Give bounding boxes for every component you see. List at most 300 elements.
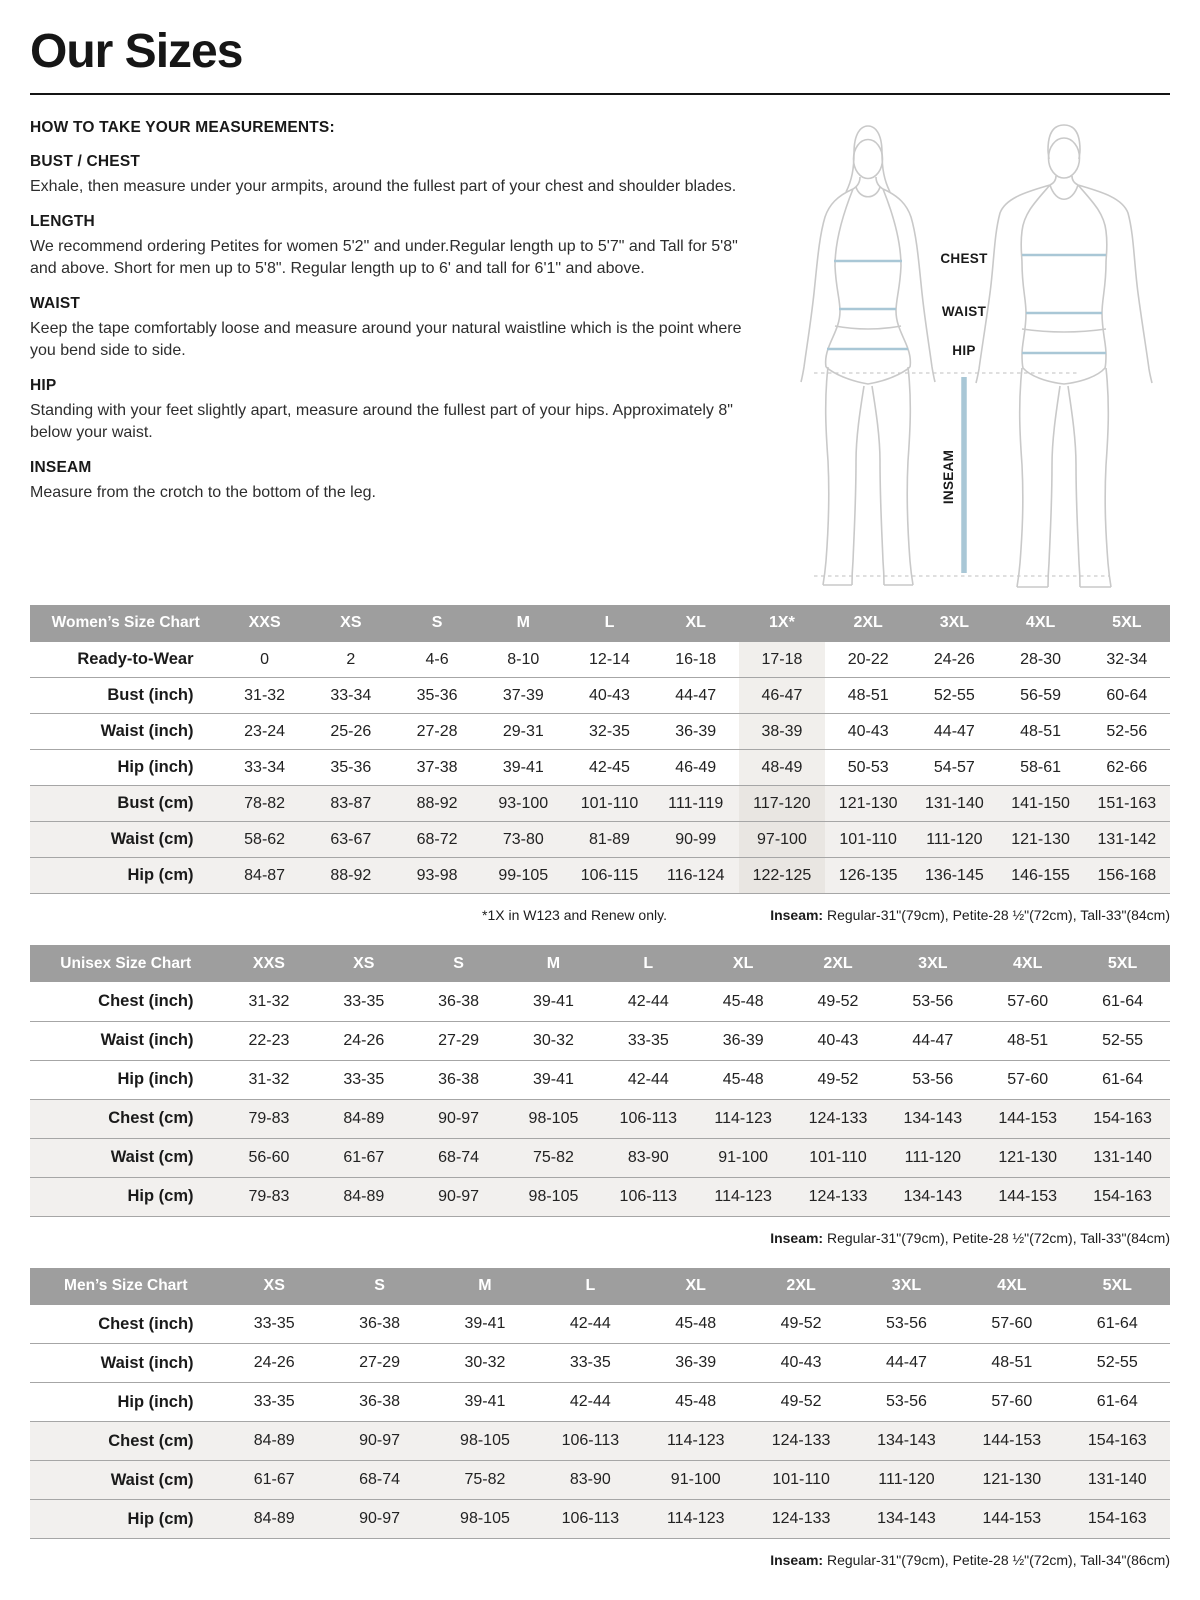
size-cell: 40-43 — [817, 1031, 859, 1049]
women-size-chart-table — [30, 605, 1170, 895]
size-cell: 124-133 — [771, 1510, 831, 1528]
size-cell: 36-39 — [722, 1031, 764, 1049]
size-cell: 99-105 — [498, 866, 549, 884]
size-cell: 35-36 — [330, 758, 372, 776]
size-cell: 75-82 — [533, 1148, 574, 1166]
instruction-section-waist — [30, 295, 755, 362]
size-cell: 42-44 — [569, 1393, 611, 1411]
row-label: Hip (cm) — [127, 866, 194, 885]
size-cell: 46-47 — [739, 678, 825, 714]
size-cell: 124-133 — [808, 1187, 868, 1205]
women-footnotes — [30, 907, 1170, 923]
size-cell: 90-97 — [359, 1432, 401, 1450]
size-cell: 88-92 — [330, 866, 372, 884]
size-cell: 121-130 — [1011, 830, 1070, 848]
column-header: M — [506, 945, 601, 982]
size-cell: 23-24 — [244, 722, 286, 740]
size-cell: 144-153 — [982, 1432, 1042, 1450]
size-cell: 79-83 — [248, 1187, 290, 1205]
diagram-column — [765, 119, 1170, 599]
size-cell: 91-100 — [718, 1148, 769, 1166]
footnote-inseam-label: Inseam: — [770, 907, 824, 924]
column-header: 4XL — [959, 1268, 1064, 1305]
column-header: M — [480, 605, 566, 642]
men-size-chart-section — [30, 1268, 1170, 1569]
size-cell: 49-52 — [817, 992, 859, 1010]
instruction-title: LENGTH — [30, 212, 95, 230]
size-cell: 36-38 — [438, 992, 480, 1010]
table-row — [30, 1344, 1170, 1383]
size-cell: 68-74 — [359, 1471, 401, 1489]
size-cell: 75-82 — [464, 1471, 506, 1489]
size-cell: 48-51 — [991, 1354, 1033, 1372]
size-cell: 30-32 — [533, 1031, 574, 1049]
instruction-section-inseam — [30, 459, 755, 504]
size-cell: 101-110 — [580, 794, 639, 812]
size-cell: 36-39 — [675, 1354, 717, 1372]
size-cell: 39-41 — [502, 758, 544, 776]
size-cell: 53-56 — [912, 992, 954, 1010]
row-label: Chest (cm) — [108, 1431, 194, 1450]
footnote-inseam-label: Inseam: — [770, 1229, 824, 1246]
size-cell: 52-55 — [933, 686, 975, 704]
column-header: 2XL — [748, 1268, 853, 1305]
instruction-title: INSEAM — [30, 459, 92, 477]
size-cell: 90-97 — [438, 1187, 480, 1205]
size-cell: 61-64 — [1102, 992, 1144, 1010]
unisex-size-chart — [30, 945, 1170, 1217]
size-cell: 25-26 — [330, 722, 372, 740]
size-cell: 136-145 — [925, 866, 984, 884]
column-header: 3XL — [885, 945, 980, 982]
row-label: Chest (inch) — [98, 992, 194, 1011]
size-cell: 49-52 — [780, 1315, 822, 1333]
size-cell: 36-39 — [675, 722, 717, 740]
size-cell: 44-47 — [886, 1354, 927, 1372]
size-cell: 114-123 — [666, 1432, 725, 1450]
row-label: Waist (cm) — [110, 1148, 194, 1167]
size-cell: 144-153 — [982, 1510, 1042, 1528]
size-cell: 106-113 — [619, 1109, 678, 1127]
size-cell: 88-92 — [416, 794, 458, 812]
footnote-inseam-women — [770, 907, 1170, 923]
men-size-chart-table — [30, 1268, 1170, 1540]
size-cell: 45-48 — [675, 1393, 717, 1411]
size-cell: 116-124 — [666, 866, 725, 884]
size-cell: 81-89 — [589, 830, 630, 848]
table-row — [30, 786, 1170, 822]
size-cell: 60-64 — [1106, 686, 1148, 704]
table-row — [30, 1422, 1170, 1461]
size-cell: 27-29 — [359, 1354, 401, 1372]
column-header: 5XL — [1065, 1268, 1170, 1305]
size-cell: 84-87 — [244, 866, 286, 884]
size-cell: 39-41 — [533, 992, 574, 1010]
size-cell: 33-35 — [569, 1354, 611, 1372]
size-cell: 57-60 — [1007, 1070, 1049, 1088]
size-cell: 90-97 — [438, 1109, 480, 1127]
table-row — [30, 1177, 1170, 1216]
row-label: Waist (cm) — [110, 1470, 194, 1489]
size-cell: 46-49 — [675, 758, 717, 776]
size-cell: 114-123 — [714, 1109, 772, 1127]
column-header: 3XL — [911, 605, 997, 642]
column-header: 5XL — [1075, 945, 1170, 982]
size-cell: 91-100 — [670, 1471, 721, 1489]
size-cell: 8-10 — [507, 650, 540, 668]
page-title: Our Sizes — [30, 25, 243, 78]
size-cell: 111-119 — [668, 794, 724, 812]
instruction-body: We recommend ordering Petites for women 5'2" and under.Regular length up to 5'7" and Tall for 5'8" and above. Short for men up to 5'8". Regular length up to 6' and tall for 6'1" and above. — [30, 237, 738, 277]
table-row — [30, 1060, 1170, 1099]
table-row — [30, 1021, 1170, 1060]
size-cell: 121-130 — [838, 794, 898, 812]
men-size-chart — [30, 1268, 1170, 1540]
title-divider — [30, 93, 1170, 95]
column-header: 4XL — [980, 945, 1075, 982]
size-cell: 141-150 — [1011, 794, 1070, 812]
size-cell: 48-51 — [1007, 1031, 1049, 1049]
row-label: Hip (inch) — [117, 1392, 194, 1411]
instruction-body: Exhale, then measure under your armpits, around the fullest part of your chest and shoulder blades. — [30, 177, 737, 195]
size-cell: 61-64 — [1096, 1315, 1138, 1333]
column-header: XXS — [222, 945, 317, 982]
size-cell: 61-64 — [1096, 1393, 1138, 1411]
size-cell: 134-143 — [903, 1187, 963, 1205]
table-row — [30, 642, 1170, 678]
size-cell: 154-163 — [1093, 1109, 1152, 1127]
column-header: XS — [222, 1268, 327, 1305]
size-cell: 50-53 — [847, 758, 889, 776]
size-cell: 45-48 — [722, 992, 764, 1010]
row-label: Waist (cm) — [110, 830, 194, 849]
column-header: XL — [643, 1268, 748, 1305]
table-row — [30, 822, 1170, 858]
column-header: L — [538, 1268, 643, 1305]
size-cell: 98-105 — [528, 1187, 579, 1205]
size-cell: 121-130 — [982, 1471, 1042, 1489]
size-cell: 146-155 — [1011, 866, 1070, 884]
size-cell: 52-55 — [1096, 1354, 1138, 1372]
size-cell: 48-49 — [739, 750, 825, 786]
column-header: XL — [696, 945, 791, 982]
size-cell: 101-110 — [772, 1471, 830, 1489]
column-header: XL — [653, 605, 739, 642]
size-cell: 53-56 — [886, 1393, 927, 1411]
size-cell: 39-41 — [464, 1393, 506, 1411]
footnote-inseam-label: Inseam: — [770, 1552, 824, 1569]
size-cell: 121-130 — [998, 1148, 1058, 1166]
size-cell: 98-105 — [460, 1510, 510, 1528]
size-cell: 98-105 — [528, 1109, 579, 1127]
size-cell: 36-38 — [359, 1315, 401, 1333]
size-cell: 32-35 — [589, 722, 630, 740]
size-cell: 45-48 — [722, 1070, 764, 1088]
female-figure — [801, 126, 935, 585]
size-cell: 83-90 — [627, 1148, 669, 1166]
size-cell: 39-41 — [533, 1070, 574, 1088]
size-cell: 44-47 — [933, 722, 975, 740]
size-cell: 144-153 — [998, 1187, 1058, 1205]
row-label: Waist (inch) — [100, 722, 194, 741]
size-cell: 36-38 — [438, 1070, 480, 1088]
size-cell: 38-39 — [739, 714, 825, 750]
instruction-body: Standing with your feet slightly apart, measure around the fullest part of your hips. Approximately 8" below your waist. — [30, 402, 733, 442]
size-cell: 40-43 — [589, 686, 630, 704]
column-header: XS — [308, 605, 394, 642]
inseam-label: INSEAM — [940, 449, 956, 504]
column-header: S — [394, 605, 480, 642]
size-cell: 57-60 — [991, 1315, 1033, 1333]
instruction-title: HIP — [30, 377, 57, 395]
unisex-size-chart-section — [30, 945, 1170, 1246]
size-cell: 131-140 — [925, 794, 984, 812]
column-header: 1X* — [739, 605, 825, 642]
size-cell: 83-87 — [330, 794, 372, 812]
instruction-section-bust-chest — [30, 153, 755, 198]
column-header: 4XL — [997, 605, 1083, 642]
row-label: Chest (cm) — [108, 1109, 194, 1128]
size-cell: 30-32 — [464, 1354, 506, 1372]
instruction-title: BUST / CHEST — [30, 152, 141, 170]
row-label: Bust (cm) — [117, 794, 194, 813]
size-cell: 84-89 — [343, 1187, 385, 1205]
size-cell: 122-125 — [739, 858, 825, 894]
row-label: Hip (inch) — [117, 1070, 194, 1089]
header-row — [30, 605, 1170, 642]
size-cell: 48-51 — [847, 686, 889, 704]
size-cell: 42-44 — [569, 1315, 611, 1333]
size-cell: 61-67 — [343, 1148, 385, 1166]
row-label: Ready-to-Wear — [77, 650, 194, 669]
size-cell: 134-143 — [903, 1109, 963, 1127]
instruction-title: WAIST — [30, 295, 81, 313]
size-cell: 28-30 — [1020, 650, 1062, 668]
size-cell: 35-36 — [416, 686, 458, 704]
row-label: Chest (inch) — [98, 1314, 194, 1333]
size-cell: 126-135 — [838, 866, 898, 884]
unisex-size-chart-table — [30, 945, 1170, 1217]
size-cell: 93-100 — [498, 794, 549, 812]
header-row — [30, 945, 1170, 982]
row-label: Hip (inch) — [117, 758, 194, 777]
size-cell: 124-133 — [808, 1109, 868, 1127]
footnote-1x: *1X in W123 and Renew only. — [482, 907, 667, 924]
size-cell: 134-143 — [877, 1432, 936, 1450]
size-cell: 84-89 — [343, 1109, 385, 1127]
size-cell: 111-120 — [926, 830, 983, 848]
column-header: 2XL — [825, 605, 911, 642]
size-cell: 106-115 — [580, 866, 639, 884]
size-cell: 49-52 — [817, 1070, 859, 1088]
size-cell: 124-133 — [771, 1432, 831, 1450]
column-header: S — [327, 1268, 432, 1305]
row-label: Waist (inch) — [100, 1031, 194, 1050]
size-cell: 16-18 — [675, 650, 717, 668]
size-cell: 73-80 — [502, 830, 544, 848]
size-cell: 37-38 — [416, 758, 458, 776]
size-cell: 111-120 — [904, 1148, 962, 1166]
size-cell: 44-47 — [912, 1031, 954, 1049]
column-header: XXS — [222, 605, 308, 642]
size-cell: 54-57 — [933, 758, 975, 776]
table-row — [30, 1099, 1170, 1138]
size-cell: 78-82 — [244, 794, 286, 812]
size-cell: 37-39 — [502, 686, 544, 704]
size-cell: 93-98 — [416, 866, 458, 884]
size-cell: 68-74 — [438, 1148, 480, 1166]
size-cell: 31-32 — [244, 686, 286, 704]
waist-label: WAIST — [941, 303, 986, 319]
size-cell: 39-41 — [464, 1315, 506, 1333]
size-cell: 45-48 — [675, 1315, 717, 1333]
size-cell: 53-56 — [912, 1070, 954, 1088]
size-cell: 154-163 — [1087, 1432, 1147, 1450]
size-cell: 40-43 — [780, 1354, 822, 1372]
size-cell: 106-113 — [619, 1187, 678, 1205]
size-cell: 56-59 — [1020, 686, 1062, 704]
size-cell: 44-47 — [675, 686, 717, 704]
women-size-chart — [30, 605, 1170, 895]
size-cell: 31-32 — [248, 992, 290, 1010]
size-cell: 32-34 — [1106, 650, 1148, 668]
table-title: Women’s Size Chart — [30, 605, 222, 642]
instructions-heading: HOW TO TAKE YOUR MEASUREMENTS: — [30, 118, 335, 136]
column-header: M — [432, 1268, 537, 1305]
size-cell: 131-140 — [1087, 1471, 1147, 1489]
size-cell: 151-163 — [1097, 794, 1157, 812]
column-header: L — [601, 945, 696, 982]
size-cell: 33-34 — [244, 758, 286, 776]
size-cell: 20-22 — [847, 650, 889, 668]
size-cell: 83-90 — [569, 1471, 611, 1489]
size-cell: 53-56 — [886, 1315, 927, 1333]
size-cell: 22-23 — [248, 1031, 290, 1049]
size-cell: 62-66 — [1106, 758, 1148, 776]
size-cell: 29-31 — [502, 722, 544, 740]
table-row — [30, 678, 1170, 714]
table-title: Men’s Size Chart — [30, 1268, 222, 1305]
footnote-inseam-text: Regular-31"(79cm), Petite-28 ½"(72cm), Tall-33"(84cm) — [823, 907, 1170, 924]
size-cell: 57-60 — [1007, 992, 1049, 1010]
size-cell: 114-123 — [666, 1510, 725, 1528]
size-cell: 24-26 — [253, 1354, 295, 1372]
table-row — [30, 1305, 1170, 1344]
male-figure — [976, 125, 1152, 587]
column-header: S — [411, 945, 506, 982]
size-cell: 42-44 — [627, 1070, 669, 1088]
hip-label: HIP — [951, 342, 976, 358]
size-cell: 63-67 — [330, 830, 372, 848]
footnote-inseam-men — [770, 1552, 1170, 1568]
size-cell: 31-32 — [248, 1070, 290, 1088]
size-cell: 33-35 — [253, 1315, 295, 1333]
instruction-body: Measure from the crotch to the bottom of the leg. — [30, 484, 376, 502]
measurement-guide — [30, 119, 1170, 599]
size-cell: 61-64 — [1102, 1070, 1144, 1088]
header-row — [30, 1268, 1170, 1305]
size-cell: 52-55 — [1102, 1031, 1144, 1049]
size-cell: 33-35 — [343, 992, 385, 1010]
table-title: Unisex Size Chart — [30, 945, 222, 982]
row-label: Bust (inch) — [107, 686, 194, 705]
column-header: 5XL — [1084, 605, 1170, 642]
women-size-chart-section — [30, 605, 1170, 924]
size-cell: 84-89 — [253, 1510, 295, 1528]
row-label: Waist (inch) — [100, 1353, 194, 1372]
size-cell: 0 — [260, 650, 270, 668]
table-row — [30, 982, 1170, 1021]
size-cell: 58-61 — [1020, 758, 1062, 776]
size-cell: 156-168 — [1097, 866, 1157, 884]
size-cell: 134-143 — [877, 1510, 936, 1528]
men-footnotes — [30, 1552, 1170, 1568]
column-header: XS — [316, 945, 411, 982]
size-cell: 24-26 — [933, 650, 975, 668]
size-cell: 84-89 — [253, 1432, 295, 1450]
size-cell: 131-142 — [1097, 830, 1157, 848]
footnote-inseam-unisex — [770, 1230, 1170, 1246]
size-cell: 2 — [346, 650, 356, 668]
table-row — [30, 750, 1170, 786]
size-cell: 33-35 — [627, 1031, 669, 1049]
footnote-inseam-text: Regular-31"(79cm), Petite-28 ½"(72cm), Tall-33"(84cm) — [823, 1229, 1170, 1246]
table-row — [30, 714, 1170, 750]
size-cell: 111-120 — [878, 1471, 935, 1489]
row-label: Hip (cm) — [127, 1509, 194, 1528]
table-row — [30, 1383, 1170, 1422]
size-cell: 98-105 — [460, 1432, 510, 1450]
size-cell: 90-97 — [359, 1510, 401, 1528]
size-cell: 33-35 — [343, 1070, 385, 1088]
size-cell: 52-56 — [1106, 722, 1148, 740]
size-cell: 42-44 — [627, 992, 669, 1010]
size-cell: 4-6 — [425, 650, 449, 668]
column-header: 2XL — [791, 945, 886, 982]
size-cell: 12-14 — [589, 650, 630, 668]
size-cell: 154-163 — [1093, 1187, 1152, 1205]
size-cell: 97-100 — [739, 822, 825, 858]
size-cell: 117-120 — [739, 786, 825, 822]
size-cell: 131-140 — [1093, 1148, 1152, 1166]
size-cell: 49-52 — [780, 1393, 822, 1411]
size-cell: 79-83 — [248, 1109, 290, 1127]
column-header: 3XL — [854, 1268, 959, 1305]
body-measurement-diagram-icon — [772, 121, 1164, 599]
table-row — [30, 1461, 1170, 1500]
size-cell: 101-110 — [839, 830, 897, 848]
column-header: L — [566, 605, 652, 642]
footnote-inseam-text: Regular-31"(79cm), Petite-28 ½"(72cm), Tall-34"(86cm) — [823, 1552, 1170, 1569]
size-cell: 48-51 — [1020, 722, 1062, 740]
table-row — [30, 1500, 1170, 1539]
size-cell: 24-26 — [343, 1031, 385, 1049]
size-cell: 56-60 — [248, 1148, 290, 1166]
chest-label: CHEST — [939, 250, 988, 266]
size-cell: 27-29 — [438, 1031, 480, 1049]
size-cell: 61-67 — [253, 1471, 295, 1489]
size-cell: 106-113 — [561, 1510, 620, 1528]
table-row — [30, 1138, 1170, 1177]
size-cell: 57-60 — [991, 1393, 1033, 1411]
size-cell: 101-110 — [809, 1148, 867, 1166]
unisex-footnotes — [30, 1230, 1170, 1246]
size-cell: 36-38 — [359, 1393, 401, 1411]
size-cell: 114-123 — [714, 1187, 772, 1205]
size-cell: 90-99 — [675, 830, 717, 848]
size-cell: 17-18 — [739, 642, 825, 678]
instructions-column — [30, 119, 765, 520]
